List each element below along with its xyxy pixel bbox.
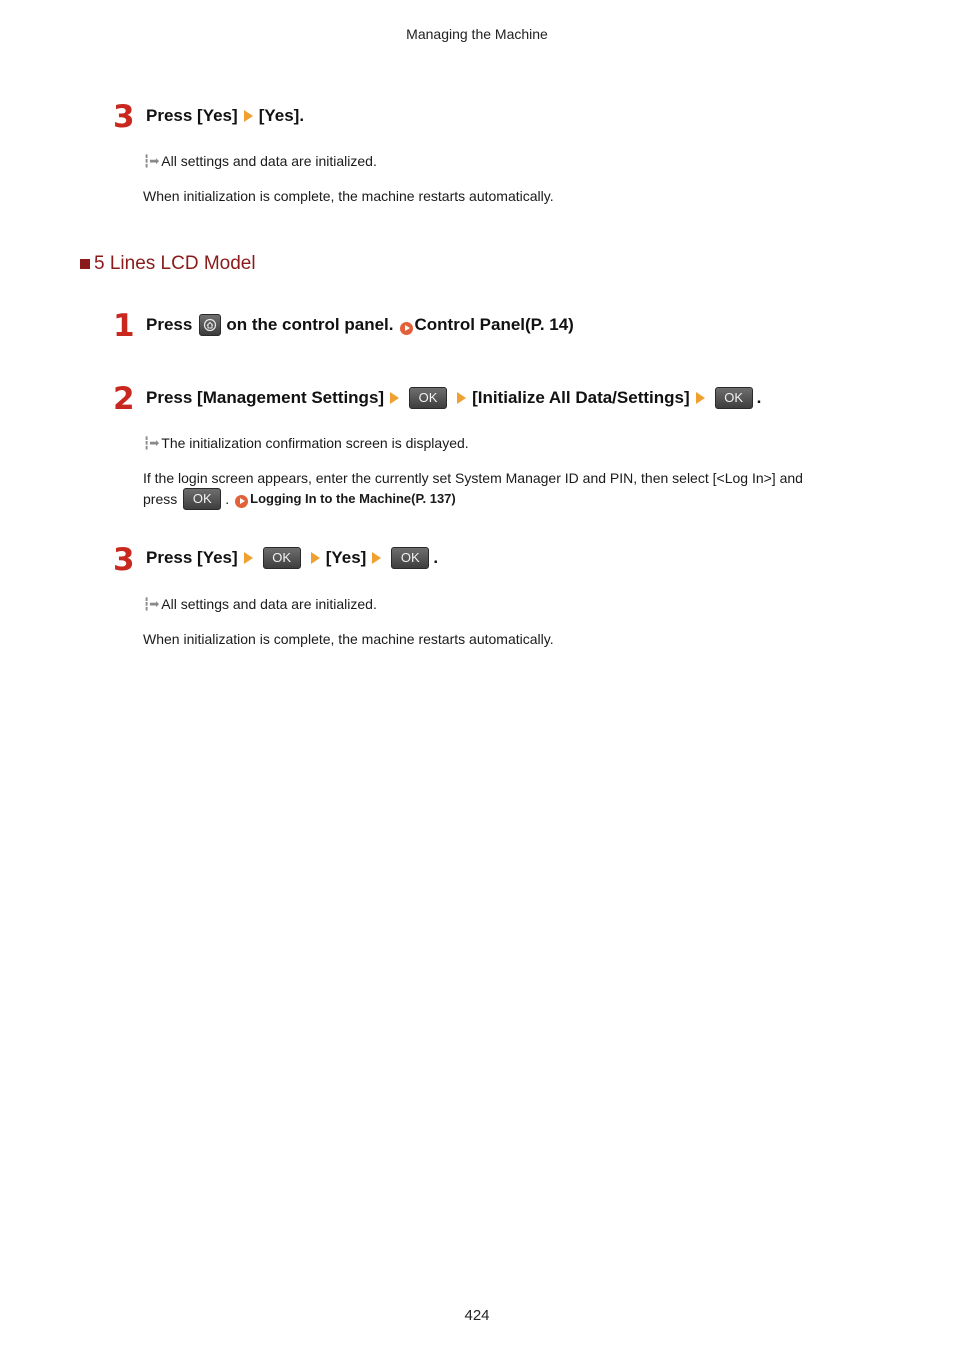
arrow-right-icon xyxy=(311,552,320,564)
step-result xyxy=(143,151,377,171)
arrow-right-icon xyxy=(244,552,253,564)
home-key-icon xyxy=(199,314,221,336)
step-result xyxy=(143,594,377,614)
step-text: on the control panel. xyxy=(226,315,394,334)
ok-key-icon: OK xyxy=(263,547,301,569)
home-icon xyxy=(203,318,217,332)
ok-key-icon: OK xyxy=(183,488,221,510)
ok-key-icon: OK xyxy=(409,387,447,409)
note-text: . xyxy=(225,491,230,507)
result-text: All settings and data are initialized. xyxy=(161,153,377,169)
square-bullet-icon xyxy=(80,259,90,269)
login-link[interactable]: Logging In to the Machine(P. 137) xyxy=(250,491,456,506)
result-text: All settings and data are initialized. xyxy=(161,596,377,612)
note-text: press xyxy=(143,491,178,507)
step-title xyxy=(146,105,304,127)
arrow-right-icon xyxy=(696,392,705,404)
step-number: 3 xyxy=(113,99,135,135)
step-title xyxy=(146,547,438,569)
step-number: 2 xyxy=(113,381,135,417)
ok-key-icon: OK xyxy=(391,547,429,569)
step-text: [Yes]. xyxy=(258,106,305,125)
page-header: Managing the Machine xyxy=(406,26,548,42)
note-line: If the login screen appears, enter the currently set System Manager ID and PIN, then select [<Log In>] and xyxy=(143,470,803,486)
step-title xyxy=(146,387,761,409)
step-text: [Initialize All Data/Settings] xyxy=(472,388,690,407)
step-text: Press [Yes] xyxy=(146,106,238,125)
step-number: 3 xyxy=(113,542,135,578)
section-heading xyxy=(80,253,256,275)
step-note: When initialization is complete, the machine restarts automatically. xyxy=(143,188,554,204)
page-number: 424 xyxy=(464,1307,490,1324)
result-arrow-icon: ┇➡ xyxy=(143,436,159,450)
step-note: When initialization is complete, the machine restarts automatically. xyxy=(143,631,554,647)
step-number: 1 xyxy=(113,308,135,344)
arrow-right-icon xyxy=(372,552,381,564)
step-text: Press [Yes] xyxy=(146,548,238,567)
arrow-right-icon xyxy=(390,392,399,404)
section-title: 5 Lines LCD Model xyxy=(94,253,256,274)
note-line xyxy=(143,488,873,510)
step-text: [Yes] xyxy=(325,548,367,567)
link-arrow-icon xyxy=(235,495,248,508)
step-text: Press xyxy=(146,315,193,334)
step-text: Press [Management Settings] xyxy=(146,388,385,407)
ok-key-icon: OK xyxy=(715,387,753,409)
step-note xyxy=(143,468,873,510)
arrow-right-icon xyxy=(457,392,466,404)
step-text: . xyxy=(756,388,762,407)
result-arrow-icon: ┇➡ xyxy=(143,154,159,168)
step-text: . xyxy=(433,548,439,567)
link-arrow-icon xyxy=(400,322,413,335)
control-panel-link[interactable]: Control Panel(P. 14) xyxy=(414,315,574,334)
result-text: The initialization confirmation screen is displayed. xyxy=(161,435,469,451)
result-arrow-icon: ┇➡ xyxy=(143,597,159,611)
arrow-right-icon xyxy=(244,110,253,122)
step-title xyxy=(146,314,574,336)
step-result xyxy=(143,433,469,453)
